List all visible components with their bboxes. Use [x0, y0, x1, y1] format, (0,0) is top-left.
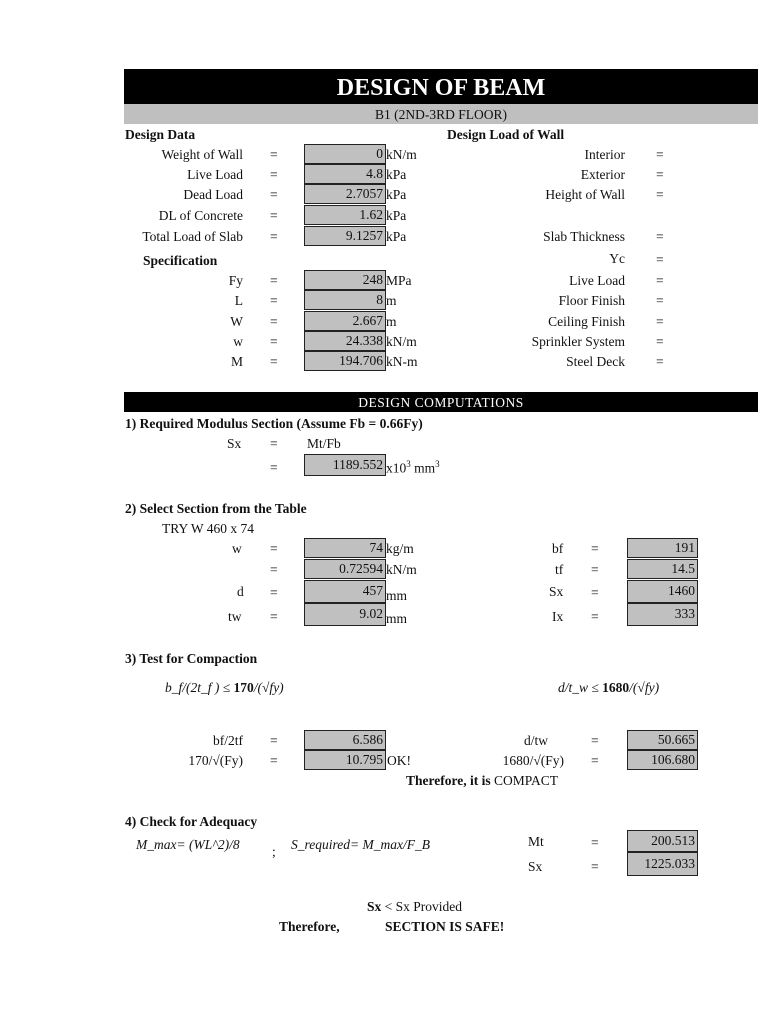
section-1-title: 1) Required Modulus Section (Assume Fb = 0.66Fy): [125, 416, 423, 431]
computations-heading: DESIGN COMPUTATIONS: [358, 395, 524, 410]
value-cell[interactable]: 106.680: [627, 750, 698, 770]
wall-load-label: Sprinkler System: [531, 334, 625, 349]
section-4-title: 4) Check for Adequacy: [125, 814, 258, 829]
wall-load-label: Steel Deck: [566, 354, 625, 369]
unit-label: kN/m: [386, 147, 417, 162]
unit-label: kg/m: [386, 541, 414, 556]
value-cell[interactable]: 0: [304, 144, 386, 164]
check-label: bf/2tf: [213, 733, 243, 748]
value-cell[interactable]: 6.586: [304, 730, 386, 750]
page-subtitle: B1 (2ND-3RD FLOOR): [374, 107, 507, 122]
unit-label: kPa: [386, 208, 407, 223]
unit-label: kN/m: [386, 562, 417, 577]
unit-label: kN-m: [386, 354, 418, 369]
section-3-title: 3) Test for Compaction: [125, 651, 258, 666]
equals-sign: =: [270, 733, 278, 748]
equals-sign: =: [270, 167, 278, 182]
sx-required-value[interactable]: 1189.552: [304, 454, 386, 476]
unit-label: m: [386, 293, 397, 308]
formula-part: /(√fy): [253, 680, 284, 695]
spec-label: L: [234, 293, 243, 308]
spec-label: W: [230, 314, 243, 329]
value-cell[interactable]: 9.1257: [304, 226, 386, 246]
equals-sign: =: [270, 273, 278, 288]
page-title: DESIGN OF BEAM: [336, 75, 546, 101]
value-cell[interactable]: 194.706: [304, 351, 386, 371]
value-cell[interactable]: 74: [304, 538, 386, 558]
compact-conclusion: [406, 774, 558, 788]
equals-sign: =: [591, 609, 599, 624]
adequacy-label: Mt: [528, 834, 544, 849]
value-cell[interactable]: 457: [304, 580, 386, 603]
equals-sign: =: [656, 334, 664, 349]
formula-part: 1680: [602, 680, 630, 695]
section-2-title: 2) Select Section from the Table: [125, 501, 307, 516]
wall-load-heading: Design Load of Wall: [447, 127, 565, 142]
equals-sign: =: [270, 753, 278, 768]
row-label: DL of Concrete: [158, 208, 243, 223]
equals-sign: =: [270, 208, 278, 223]
equals-sign: =: [270, 293, 278, 308]
equals-sign: =: [591, 835, 599, 850]
row-label: Dead Load: [183, 187, 243, 202]
equals-sign: =: [270, 229, 278, 244]
conclusion-text: Therefore, it is: [406, 773, 494, 788]
formula-part: /(√fy): [629, 680, 660, 695]
sx-label: Sx: [227, 436, 242, 451]
wall-load-label: Exterior: [580, 167, 625, 182]
compactness-formula-web: [558, 681, 659, 695]
design-data-heading: Design Data: [125, 127, 196, 142]
sx-unit: [386, 460, 440, 475]
wall-load-label: Height of Wall: [545, 187, 625, 202]
equals-sign: =: [591, 859, 599, 874]
adequacy-label: Sx: [528, 859, 543, 874]
try-section: TRY W 460 x 74: [162, 521, 255, 536]
equals-sign: =: [656, 167, 664, 182]
unit-base: x10: [386, 460, 407, 476]
equals-sign: =: [591, 562, 599, 577]
equals-sign: =: [591, 585, 599, 600]
equals-sign: =: [270, 147, 278, 162]
unit-exponent: 3: [406, 459, 411, 469]
unit-label: mm: [386, 611, 408, 626]
prop-label: bf: [552, 541, 564, 556]
sx-formula: Mt/Fb: [307, 436, 341, 451]
prop-label: w: [232, 541, 242, 556]
value-cell[interactable]: 1.62: [304, 205, 386, 225]
equals-sign: =: [656, 252, 664, 267]
equals-sign: =: [270, 187, 278, 202]
formula-part: b_f/(2t_f ) ≤: [165, 680, 234, 695]
spec-label: w: [233, 334, 243, 349]
wall-load-label: Live Load: [569, 273, 625, 288]
value-cell[interactable]: 0.72594: [304, 559, 386, 579]
unit-label: kPa: [386, 187, 407, 202]
sx-check-label: Sx: [367, 899, 382, 914]
formula-separator: ;: [272, 844, 276, 859]
equals-sign: =: [591, 753, 599, 768]
equals-sign: =: [656, 314, 664, 329]
wall-load-label: Ceiling Finish: [548, 314, 625, 329]
value-cell[interactable]: 191: [627, 538, 698, 558]
final-verdict: SECTION IS SAFE!: [385, 919, 505, 934]
section-modulus-formula: S_required= M_max/F_B: [291, 837, 430, 852]
sx-check-text: < Sx Provided: [381, 899, 463, 914]
prop-label: tw: [228, 609, 242, 624]
prop-label: Sx: [549, 584, 564, 599]
equals-sign: =: [270, 609, 278, 624]
unit-label: kPa: [386, 167, 407, 182]
equals-sign: =: [656, 354, 664, 369]
final-therefore: Therefore,: [279, 919, 340, 934]
equals-sign: =: [656, 273, 664, 288]
unit-label: mm: [386, 588, 408, 603]
value-cell[interactable]: 50.665: [627, 730, 698, 750]
equals-sign: =: [270, 562, 278, 577]
unit-label: kN/m: [386, 334, 417, 349]
equals-sign: =: [270, 585, 278, 600]
check-label: 170/√(Fy): [188, 753, 243, 768]
specification-heading: Specification: [143, 253, 218, 268]
equals-sign: =: [591, 733, 599, 748]
row-label: Total Load of Slab: [142, 229, 243, 244]
unit-label: m: [386, 314, 397, 329]
equals-sign: =: [591, 541, 599, 556]
unit-label: kPa: [386, 229, 407, 244]
value-cell[interactable]: 248: [304, 270, 386, 290]
value-cell[interactable]: 10.795: [304, 750, 386, 770]
unit-label: MPa: [386, 273, 412, 288]
spec-label: Fy: [228, 273, 243, 288]
equals-sign: =: [270, 460, 278, 475]
equals-sign: =: [656, 147, 664, 162]
value-cell[interactable]: 24.338: [304, 331, 386, 351]
value-cell[interactable]: 2.667: [304, 311, 386, 331]
check-label: d/tw: [523, 733, 548, 748]
value-cell[interactable]: 333: [627, 603, 698, 626]
value-cell[interactable]: 1225.033: [627, 852, 698, 876]
formula-part: 170: [233, 680, 254, 695]
unit-exponent: 3: [435, 459, 440, 469]
check-label: 1680/√(Fy): [502, 753, 564, 768]
value-cell[interactable]: 9.02: [304, 603, 386, 626]
sx-check: [367, 900, 462, 914]
value-cell[interactable]: 1460: [627, 580, 698, 603]
value-cell[interactable]: 8: [304, 290, 386, 310]
value-cell[interactable]: 4.8: [304, 164, 386, 184]
row-label: Weight of Wall: [161, 147, 243, 162]
equals-sign: =: [656, 293, 664, 308]
equals-sign: =: [270, 436, 278, 451]
equals-sign: =: [656, 229, 664, 244]
compactness-formula-flange: [165, 681, 284, 695]
row-label: Live Load: [187, 167, 243, 182]
moment-formula: M_max= (WL^2)/8: [136, 837, 240, 852]
wall-load-label: Slab Thickness: [543, 229, 625, 244]
equals-sign: =: [656, 187, 664, 202]
equals-sign: =: [270, 334, 278, 349]
value-cell[interactable]: 14.5: [627, 559, 698, 579]
prop-label: Ix: [552, 609, 564, 624]
compact-result: COMPACT: [493, 773, 559, 788]
wall-load-label: Yc: [609, 251, 625, 266]
spec-label: M: [230, 354, 243, 369]
equals-sign: =: [270, 541, 278, 556]
equals-sign: =: [270, 314, 278, 329]
wall-load-label: Interior: [584, 147, 625, 162]
formula-part: d/t_w ≤: [558, 680, 603, 695]
prop-label: d: [237, 584, 244, 599]
ok-mark: OK!: [387, 753, 411, 768]
value-cell[interactable]: 200.513: [627, 830, 698, 852]
prop-label: tf: [555, 562, 564, 577]
unit-mid: mm: [410, 460, 436, 476]
wall-load-label: Floor Finish: [558, 293, 625, 308]
equals-sign: =: [270, 354, 278, 369]
value-cell[interactable]: 2.7057: [304, 184, 386, 204]
